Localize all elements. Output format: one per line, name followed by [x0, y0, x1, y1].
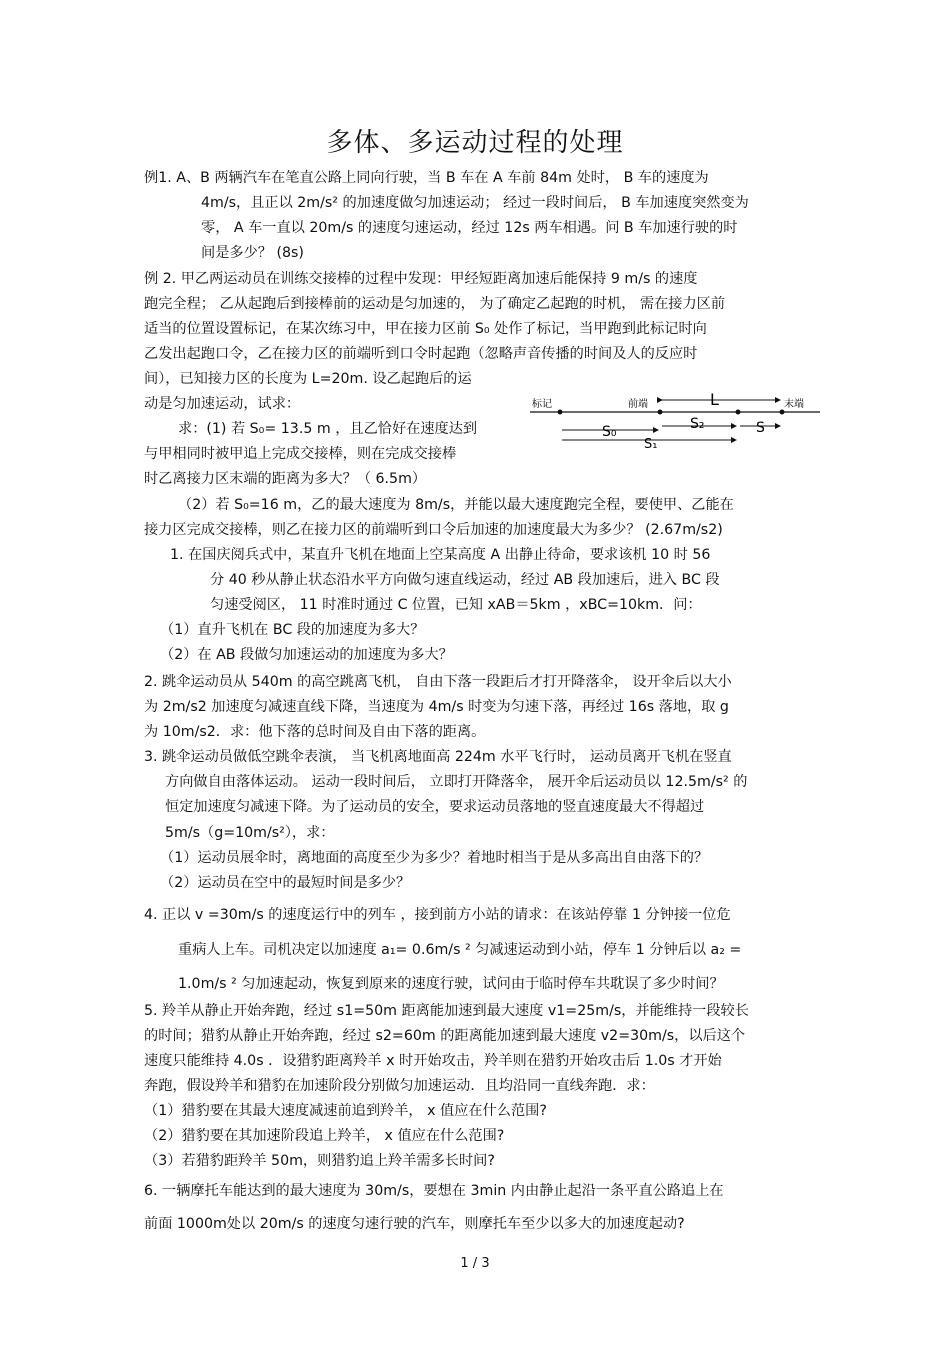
text-line: 零， A 车一直以 20m/s 的速度匀速运动，经过 12s 两车相遇。问 B 车加速行驶的时 — [201, 220, 738, 236]
text-line: 与甲相同时被甲追上完成交接棒，则在完成交接棒 — [144, 446, 457, 462]
text-line: 5m/s（g=10m/s²），求： — [165, 825, 335, 841]
text-line: 为 10m/s2．求：他下落的总时间及自由下落的距离。 — [144, 724, 486, 740]
L-label: L — [710, 390, 719, 409]
text-line: （1）直升飞机在 BC 段的加速度为多大？ — [160, 622, 425, 638]
text-line: 1. 在国庆阅兵式中，某直升飞机在地面上空某高度 A 出静止待命，要求该机 10 时 56 — [170, 547, 711, 563]
text-line: （3）若猎豹距羚羊 50m，则猎豹追上羚羊需多长时间? — [144, 1153, 495, 1169]
end-point — [780, 410, 785, 415]
text-line: 奔跑，假设羚羊和猎豹在加速阶段分别做匀加速运动．且均沿同一直线奔跑．求： — [144, 1078, 655, 1094]
page-number: 1 / 3 — [460, 1256, 490, 1271]
text-line: 6. 一辆摩托车能达到的最大速度为 30m/s，要想在 3min 内由静止起沿一条平直公路追上在 — [144, 1183, 724, 1199]
text-line: 跑完全程； 乙从起跑后到接棒前的运动是匀加速的， 为了确定乙起跑的时机， 需在接力区前 — [144, 296, 726, 312]
front-point — [658, 410, 663, 415]
text-line: 间），已知接力区的长度为 L=20m. 设乙起跑后的运 — [144, 371, 472, 387]
s1-label: S₁ — [644, 437, 658, 450]
text-line: 分 40 秒从静止状态沿水平方向做匀速直线运动，经过 AB 段加速后，进入 BC 段 — [210, 572, 720, 588]
text-line: （2）若 S₀=16 m，乙的最大速度为 8m/s，并能以最大速度跑完全程，要使甲、乙能在 — [178, 497, 734, 513]
text-line: 2. 跳伞运动员从 540m 的高空跳离飞机， 自由下落一段距后才打开降落伞， 设开伞后以大小 — [144, 674, 732, 690]
text-line: （1）运动员展伞时，离地面的高度至少为多少？着地时相当于是从多高出自由落下的？ — [160, 850, 709, 866]
text-line: 适当的位置设置标记，在某次练习中，甲在接力区前 S₀ 处作了标记，当甲跑到此标记时向 — [144, 321, 707, 337]
text-line: 速度只能维持 4.0s ．设猎豹距离羚羊 x 时开始攻击，羚羊则在猎豹开始攻击后 1.0s 才开始 — [144, 1053, 722, 1069]
text-line: 为 2m/s2 加速度匀减速直线下降，当速度为 4m/s 时变为匀速下落，再经过 16s 落地，取 g — [144, 699, 729, 715]
front-label: 前端 — [628, 399, 648, 410]
s2-label: S₂ — [690, 416, 705, 432]
relay-zone-diagram — [530, 390, 830, 450]
text-line: （2）在 AB 段做匀加速运动的加速度为多大？ — [160, 647, 453, 663]
mark-label: 标记 — [532, 399, 552, 410]
text-line: 例1. A、B 两辆汽车在笔直公路上同向行驶，当 B 车在 A 车前 84m 处时， B 车的速度为 — [144, 170, 709, 186]
s-label: S — [756, 420, 765, 436]
text-line: 4m/s，且正以 2m/s² 的加速度做匀加速运动； 经过一段时间后， B 车加速度突然变为 — [201, 195, 749, 211]
text-line: 方向做自由落体运动。 运动一段时间后， 立即打开降落伞， 展开伞后运动员以 12.5m/s² 的 — [165, 774, 748, 790]
mark-point — [558, 410, 563, 415]
text-line: 1.0m/s ² 匀加速起动，恢复到原来的速度行驶，试问由于临时停车共耽误了多少时间？ — [178, 976, 724, 992]
text-line: 求：(1) 若 S₀= 13.5 m ，且乙恰好在速度达到 — [178, 421, 478, 437]
text-line: 4. 正以 v =30m/s 的速度运行中的列车 ，接到前方小站的请求：在该站停靠 1 分钟接一位危 — [144, 907, 731, 923]
text-line: 的时间；猎豹从静止开始奔跑，经过 s2=60m 的距离能加速到最大速度 v2=30m/s，以后这个 — [144, 1028, 746, 1044]
page-title: 多体、多运动过程的处理 — [326, 128, 624, 158]
text-line: 间是多少？ (8s) — [201, 245, 304, 261]
text-line: 时乙离接力区末端的距离为多大？（ 6.5m） — [144, 471, 427, 487]
text-line: （1）猎豹要在其最大速度减速前追到羚羊， x 值应在什么范围? — [144, 1103, 547, 1119]
text-line: （2）猎豹要在其加速阶段追上羚羊， x 值应在什么范围? — [144, 1128, 505, 1144]
text-line: 重病人上车。司机决定以加速度 a₁= 0.6m/s ² 匀减速运动到小站，停车 1 分钟后以 a₂ = — [178, 942, 742, 958]
text-line: 乙发出起跑口令，乙在接力区的前端听到口令时起跑（忽略声音传播的时间及人的反应时 — [144, 346, 698, 362]
text-line: （2）运动员在空中的最短时间是多少？ — [160, 875, 411, 891]
end-label: 末端 — [784, 399, 804, 410]
text-line: 动是匀加速运动，试求： — [144, 396, 301, 412]
text-line: 匀速受阅区， 11 时准时通过 C 位置，已知 xAB＝5km ，xBC=10km．问： — [210, 597, 702, 613]
text-line: 前面 1000m处以 20m/s 的速度匀速行驶的汽车，则摩托车至少以多大的加速度起动? — [144, 1216, 685, 1232]
text-line: 例 2. 甲乙两运动员在训练交接棒的过程中发现：甲经短距离加速后能保持 9 m/s 的速度 — [144, 271, 698, 287]
text-line: 5. 羚羊从静止开始奔跑，经过 s1=50m 距离能加速到最大速度 v1=25m/s，并能维持一段较长 — [144, 1003, 749, 1019]
text-line: 3. 跳伞运动员做低空跳伞表演， 当飞机离地面高 224m 水平飞行时， 运动员离开飞机在竖直 — [144, 749, 732, 765]
handoff-point — [736, 410, 741, 415]
s0-label: S₀ — [602, 424, 617, 440]
text-line: 恒定加速度匀减速下降。为了运动员的安全，要求运动员落地的竖直速度最大不得超过 — [165, 799, 705, 815]
text-line: 接力区完成交接棒，则乙在接力区的前端听到口令后加速的加速度最大为多少？ (2.67m/s2) — [144, 522, 723, 538]
